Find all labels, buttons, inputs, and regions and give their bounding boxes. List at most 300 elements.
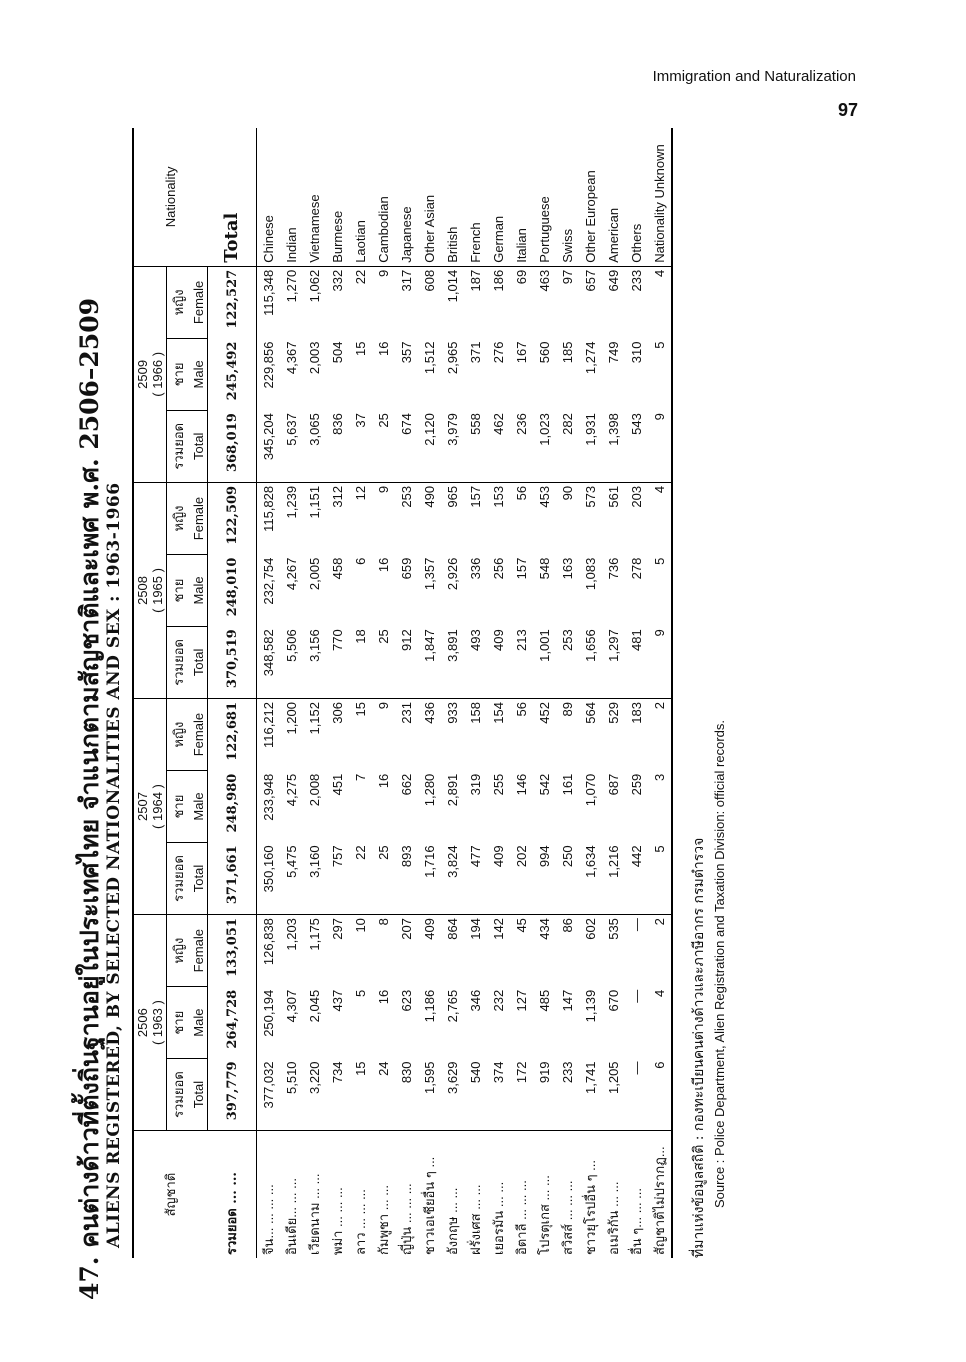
- value-cell: 126,838: [257, 915, 281, 987]
- page-number: 97: [837, 100, 858, 120]
- value-cell: 202: [510, 842, 533, 914]
- table-row: [418, 128, 441, 1258]
- value-cell: 115,828: [257, 482, 281, 554]
- value-cell: 434: [537, 918, 552, 940]
- nationality-thai-cell: สวิสส์ ... ... ...: [560, 1180, 575, 1255]
- nationality-english-cell: Other Asian: [418, 128, 441, 266]
- value-cell: 22: [353, 269, 368, 285]
- value-cell: 1,847: [418, 626, 441, 698]
- value-cell: 649: [606, 269, 621, 292]
- value-cell: 4,267: [284, 557, 299, 591]
- value-cell: 213: [510, 626, 533, 698]
- value-cell: 185: [560, 341, 575, 364]
- value-cell: 312: [330, 485, 345, 508]
- nationality-english-cell: Vietnamese: [303, 128, 326, 266]
- value-cell: 1,152: [307, 701, 322, 735]
- value-cell: 248,010: [224, 557, 240, 617]
- value-cell: 232: [491, 989, 506, 1012]
- value-cell: 232,754: [257, 555, 281, 627]
- value-cell: 2,965: [445, 341, 460, 375]
- value-cell: 659: [399, 557, 414, 580]
- value-cell: 163: [560, 557, 575, 580]
- value-cell: 183: [629, 701, 644, 724]
- value-cell: 233: [556, 1058, 579, 1130]
- table-row: [326, 128, 349, 1258]
- nationality-thai-cell: อื่น ๆ... ... ...: [629, 1187, 644, 1255]
- nationality-english-cell: Nationality Unknown: [648, 128, 672, 266]
- table-row: [487, 128, 510, 1258]
- value-cell: 231: [399, 701, 414, 724]
- value-cell: 1,200: [284, 701, 299, 735]
- value-cell: 7: [353, 773, 368, 781]
- value-cell: 1,014: [445, 269, 460, 303]
- value-cell: 133,051: [224, 918, 240, 977]
- value-cell: 297: [330, 918, 345, 940]
- value-cell: 4: [648, 482, 672, 554]
- table-row: [579, 128, 602, 1258]
- value-cell: 16: [376, 557, 391, 573]
- value-cell: 5: [648, 339, 672, 411]
- nationality-thai-cell: จีน... ... ... ...: [257, 1131, 281, 1258]
- nationality-english-cell: Portuguese: [533, 128, 556, 266]
- value-cell: 172: [510, 1058, 533, 1130]
- value-cell: 4,275: [284, 773, 299, 807]
- value-cell: 919: [533, 1058, 556, 1130]
- value-cell: 558: [464, 410, 487, 482]
- value-cell: 9: [376, 701, 391, 710]
- value-cell: 687: [606, 773, 621, 796]
- value-cell: 22: [349, 842, 372, 914]
- value-cell: 16: [376, 773, 391, 789]
- nationality-thai-cell: อังกฤษ ... ...: [445, 1187, 460, 1255]
- value-cell: 371: [468, 341, 483, 364]
- nationality-english-cell: Burmese: [326, 128, 349, 266]
- value-cell: 5: [353, 989, 368, 998]
- value-cell: 397,779: [208, 1058, 257, 1130]
- nationality-english-cell: Indian: [280, 128, 303, 266]
- value-cell: 437: [330, 989, 345, 1012]
- value-cell: 15: [353, 701, 368, 717]
- value-cell: 25: [372, 410, 395, 482]
- value-cell: 2,120: [418, 410, 441, 482]
- value-cell: 1,634: [579, 842, 602, 914]
- value-cell: 250: [556, 842, 579, 914]
- table-row-total: [208, 128, 257, 1258]
- col-nationality-en: Nationality: [133, 128, 208, 266]
- value-cell: 994: [533, 842, 556, 914]
- value-cell: 332: [330, 269, 345, 292]
- table-row: [510, 128, 533, 1258]
- value-cell: 122,527: [224, 269, 240, 329]
- value-cell: 485: [537, 989, 552, 1012]
- value-cell: 207: [399, 918, 414, 940]
- value-cell: 9: [376, 485, 391, 494]
- value-cell: 1,357: [422, 557, 437, 591]
- value-cell: 253: [556, 626, 579, 698]
- value-cell: 540: [464, 1058, 487, 1130]
- nationality-english-cell: Italian: [510, 128, 533, 266]
- value-cell: 368,019: [208, 410, 257, 482]
- value-cell: 3,979: [441, 410, 464, 482]
- value-cell: 1,741: [579, 1058, 602, 1130]
- value-cell: 9: [648, 410, 672, 482]
- sex-header-thai-row: รวมยอด ชาย หญิง รวมยอด ชาย หญิง รวมยอด ชาย หญิง รวมยอด ชาย หญิง: [167, 128, 191, 1258]
- value-cell: 350,160: [257, 842, 281, 914]
- nationality-english-cell: Chinese: [257, 128, 281, 266]
- value-cell: 2,008: [307, 773, 322, 807]
- value-cell: 203: [629, 485, 644, 508]
- rotated-table-sheet: [70, 120, 760, 1300]
- nationality-english-cell: British: [441, 128, 464, 266]
- value-cell: 25: [372, 626, 395, 698]
- nationality-thai-cell: อเมริกัน ... ...: [606, 1181, 621, 1255]
- value-cell: 529: [606, 701, 621, 724]
- nationality-english-cell: Japanese: [395, 128, 418, 266]
- table-row: [464, 128, 487, 1258]
- value-cell: 37: [349, 410, 372, 482]
- table-row: [280, 128, 303, 1258]
- value-cell: 830: [395, 1058, 418, 1130]
- value-cell: 3,160: [303, 842, 326, 914]
- value-cell: 548: [537, 557, 552, 580]
- value-cell: 250,194: [257, 987, 281, 1059]
- value-cell: 451: [330, 773, 345, 796]
- value-cell: 317: [399, 269, 414, 292]
- value-cell: 749: [606, 341, 621, 364]
- value-cell: 56: [514, 485, 529, 501]
- value-cell: 10: [353, 918, 368, 933]
- value-cell: 1,205: [602, 1058, 625, 1130]
- value-cell: 116,212: [257, 698, 281, 770]
- value-cell: 89: [560, 701, 575, 717]
- value-cell: 1,270: [284, 269, 299, 303]
- value-cell: 167: [514, 341, 529, 364]
- value-cell: 560: [537, 341, 552, 364]
- value-cell: 1,062: [307, 269, 322, 303]
- nationality-thai-cell: ชาวยุโรปอื่น ๆ ...: [583, 1160, 598, 1255]
- value-cell: 670: [606, 989, 621, 1012]
- value-cell: 1,083: [583, 557, 598, 591]
- nationality-english-cell: Laotian: [349, 128, 372, 266]
- value-cell: 436: [422, 701, 437, 724]
- value-cell: 409: [422, 918, 437, 940]
- value-cell: 3,156: [303, 626, 326, 698]
- value-cell: 256: [491, 557, 506, 580]
- value-cell: 158: [468, 701, 483, 724]
- value-cell: 306: [330, 701, 345, 724]
- value-cell: 245,492: [224, 341, 240, 401]
- nationality-english-cell: Others: [625, 128, 648, 266]
- value-cell: 248,980: [224, 773, 240, 833]
- value-cell: 3,065: [303, 410, 326, 482]
- value-cell: 236: [510, 410, 533, 482]
- value-cell: 1,001: [533, 626, 556, 698]
- value-cell: 146: [514, 773, 529, 796]
- value-cell: 25: [372, 842, 395, 914]
- value-cell: 1,274: [583, 341, 598, 375]
- value-cell: 253: [399, 485, 414, 508]
- nationality-thai-cell: ชาวเอเชียอื่น ๆ ...: [422, 1156, 437, 1255]
- value-cell: 16: [376, 341, 391, 356]
- value-cell: 3,824: [441, 842, 464, 914]
- value-cell: 893: [395, 842, 418, 914]
- value-cell: 1,716: [418, 842, 441, 914]
- value-cell: 965: [445, 485, 460, 508]
- value-cell: 377,032: [257, 1058, 281, 1130]
- value-cell: 229,856: [257, 339, 281, 411]
- table-row: [303, 128, 326, 1258]
- value-cell: 346: [468, 989, 483, 1012]
- nationality-thai-cell: ญี่ปุ่น ... ... ...: [399, 1183, 414, 1255]
- value-cell: 15: [353, 341, 368, 356]
- value-cell: 623: [399, 989, 414, 1012]
- table-row: [441, 128, 464, 1258]
- value-cell: 56: [514, 701, 529, 717]
- value-cell: 2: [648, 698, 672, 770]
- year-header-2506: 2506 ( 1963 ): [133, 915, 167, 1131]
- value-cell: 186: [491, 269, 506, 292]
- value-cell: 535: [606, 918, 621, 940]
- value-cell: 255: [491, 773, 506, 796]
- value-cell: 4: [648, 266, 672, 338]
- value-cell: 458: [330, 557, 345, 580]
- table-row: [257, 128, 281, 1258]
- value-cell: 504: [330, 341, 345, 364]
- value-cell: 154: [491, 701, 506, 724]
- value-cell: 1,398: [602, 410, 625, 482]
- value-cell: 409: [487, 842, 510, 914]
- value-cell: 452: [537, 701, 552, 724]
- table-row: [349, 128, 372, 1258]
- source-note-thai: ที่มาแห่งข้อมูลสถิติ : กองทะเบียนคนต่างด้าวและภาษีอากร กรมตำรวจ: [691, 837, 707, 1258]
- value-cell: 86: [560, 918, 575, 933]
- nationality-thai-cell: โปรตุเกส ... ...: [537, 1175, 552, 1255]
- value-cell: 161: [560, 773, 575, 796]
- table-row: [533, 128, 556, 1258]
- table-title-english: ALIENS REGISTERED, BY SELECTED NATIONALITIES AND SEX : 1963-1966: [104, 482, 124, 1248]
- table-row: [556, 128, 579, 1258]
- value-cell: 115,348: [257, 266, 281, 338]
- value-cell: 1,151: [307, 485, 322, 519]
- value-cell: 90: [560, 485, 575, 501]
- value-cell: 453: [537, 485, 552, 508]
- value-cell: 157: [514, 557, 529, 580]
- year-header-2509: 2509 ( 1966 ): [133, 266, 167, 482]
- value-cell: 442: [625, 842, 648, 914]
- value-cell: 15: [349, 1058, 372, 1130]
- value-cell: 278: [629, 557, 644, 580]
- value-cell: 5,637: [280, 410, 303, 482]
- nationality-english-cell: Swiss: [556, 128, 579, 266]
- nationality-english-cell: French: [464, 128, 487, 266]
- value-cell: 662: [399, 773, 414, 796]
- value-cell: 481: [625, 626, 648, 698]
- value-cell: 5: [648, 555, 672, 627]
- value-cell: 1,070: [583, 773, 598, 807]
- aliens-table: [132, 128, 673, 1258]
- value-cell: 357: [399, 341, 414, 364]
- value-cell: 142: [491, 918, 506, 940]
- value-cell: 122,681: [224, 701, 240, 761]
- value-cell: 1,931: [579, 410, 602, 482]
- value-cell: 264,728: [224, 989, 240, 1049]
- value-cell: 45: [514, 918, 529, 933]
- value-cell: 564: [583, 701, 598, 724]
- value-cell: 282: [556, 410, 579, 482]
- value-cell: 2,003: [307, 341, 322, 375]
- value-cell: 319: [468, 773, 483, 796]
- value-cell: 462: [487, 410, 510, 482]
- value-cell: 3,220: [303, 1058, 326, 1130]
- value-cell: 310: [629, 341, 644, 364]
- value-cell: 18: [349, 626, 372, 698]
- value-cell: 233: [629, 269, 644, 292]
- value-cell: 1,656: [579, 626, 602, 698]
- nationality-thai-cell: พม่า ... ... ...: [330, 1187, 345, 1255]
- nationality-english-cell: German: [487, 128, 510, 266]
- value-cell: 657: [583, 269, 598, 292]
- nationality-thai-cell: เยอรมัน ... ...: [491, 1181, 506, 1255]
- value-cell: 4,307: [284, 989, 299, 1023]
- nationality-thai-cell: ฝรั่งเศส ... ...: [468, 1184, 483, 1255]
- nationality-english-cell: American: [602, 128, 625, 266]
- value-cell: 1,203: [284, 918, 299, 951]
- value-cell: 5,506: [280, 626, 303, 698]
- value-cell: 276: [491, 341, 506, 364]
- value-cell: 4,367: [284, 341, 299, 375]
- value-cell: 370,519: [208, 626, 257, 698]
- nationality-english-cell: Other European: [579, 128, 602, 266]
- value-cell: 608: [422, 269, 437, 292]
- nationality-thai-cell: อินเดีย... ... ...: [284, 1178, 299, 1255]
- table-row: [395, 128, 418, 1258]
- value-cell: 5,475: [280, 842, 303, 914]
- value-cell: 6: [648, 1058, 672, 1130]
- value-cell: 8: [376, 918, 391, 926]
- value-cell: 157: [468, 485, 483, 508]
- year-header-2508: 2508 ( 1965 ): [133, 482, 167, 698]
- value-cell: 2,045: [307, 989, 322, 1023]
- value-cell: 3,891: [441, 626, 464, 698]
- value-cell: 122,509: [224, 485, 240, 545]
- value-cell: 493: [464, 626, 487, 698]
- value-cell: 490: [422, 485, 437, 508]
- value-cell: 1,297: [602, 626, 625, 698]
- value-cell: 736: [606, 557, 621, 580]
- nationality-english-cell: Cambodian: [372, 128, 395, 266]
- value-cell: 147: [560, 989, 575, 1012]
- value-cell: 336: [468, 557, 483, 580]
- value-cell: 187: [468, 269, 483, 292]
- value-cell: 2,926: [445, 557, 460, 591]
- value-cell: 16: [376, 989, 391, 1005]
- value-cell: 757: [326, 842, 349, 914]
- source-note-english: Source : Police Department, Alien Registration and Taxation Division: official records.: [712, 720, 727, 1208]
- value-cell: 9: [648, 626, 672, 698]
- value-cell: 153: [491, 485, 506, 508]
- table-row: [625, 128, 648, 1258]
- value-cell: 1,139: [583, 989, 598, 1023]
- value-cell: 69: [514, 269, 529, 285]
- value-cell: 1,595: [418, 1058, 441, 1130]
- value-cell: 561: [606, 485, 621, 508]
- running-header: Immigration and Naturalization: [652, 68, 856, 85]
- value-cell: 912: [395, 626, 418, 698]
- value-cell: 6: [353, 557, 368, 565]
- value-cell: 24: [372, 1058, 395, 1130]
- value-cell: 543: [625, 410, 648, 482]
- value-cell: 345,204: [257, 410, 281, 482]
- value-cell: 4: [648, 987, 672, 1059]
- nationality-thai-cell: ลาว ... ... ...: [353, 1189, 368, 1255]
- value-cell: 734: [326, 1058, 349, 1130]
- value-cell: 864: [445, 918, 460, 940]
- value-cell: 2,005: [307, 557, 322, 591]
- value-cell: 3: [648, 771, 672, 843]
- value-cell: 1,175: [307, 918, 322, 951]
- value-cell: 259: [629, 773, 644, 796]
- value-cell: 374: [487, 1058, 510, 1130]
- value-cell: 1,216: [602, 842, 625, 914]
- value-cell: 97: [560, 269, 575, 285]
- year-header-2507: 2507 ( 1964 ): [133, 698, 167, 914]
- nationality-thai-cell: เวียดนาม ... ...: [307, 1173, 322, 1255]
- value-cell: 2,765: [445, 989, 460, 1023]
- value-cell: 573: [583, 485, 598, 508]
- value-cell: —: [629, 918, 644, 932]
- value-cell: 542: [537, 773, 552, 796]
- value-cell: 348,582: [257, 626, 281, 698]
- nationality-thai-cell: สัญชาติไม่ปรากฏ...: [648, 1131, 672, 1258]
- nationality-thai-cell: อิตาลี ... ... ...: [514, 1180, 529, 1255]
- value-cell: 2,891: [445, 773, 460, 807]
- value-cell: 1,023: [533, 410, 556, 482]
- value-cell: 1,280: [422, 773, 437, 807]
- nationality-english-cell: Total: [208, 128, 257, 266]
- value-cell: 463: [537, 269, 552, 292]
- value-cell: —: [625, 1058, 648, 1130]
- value-cell: 770: [326, 626, 349, 698]
- value-cell: 5,510: [280, 1058, 303, 1130]
- value-cell: 127: [514, 989, 529, 1012]
- value-cell: 194: [468, 918, 483, 940]
- col-nationality-th: สัญชาติ: [133, 1131, 208, 1258]
- table-row: [372, 128, 395, 1258]
- value-cell: 836: [326, 410, 349, 482]
- table-body: [208, 128, 673, 1258]
- value-cell: 5: [648, 842, 672, 914]
- table-row: [648, 128, 672, 1258]
- value-cell: 12: [353, 485, 368, 501]
- table-title-thai: 47. คนต่างด้าวที่ตั้งถิ่นฐานอยู่ในประเทศไทย จำแนกตามสัญชาติและเพศ พ.ศ. 2506–2509: [75, 297, 104, 1300]
- value-cell: 602: [583, 918, 598, 940]
- value-cell: 371,661: [208, 842, 257, 914]
- value-cell: 233,948: [257, 771, 281, 843]
- value-cell: 1,512: [422, 341, 437, 375]
- value-cell: 3,629: [441, 1058, 464, 1130]
- nationality-thai-cell: รวมยอด ... ...: [225, 1172, 241, 1255]
- value-cell: 1,239: [284, 485, 299, 519]
- value-cell: 933: [445, 701, 460, 724]
- nationality-thai-cell: กัมพูชา ... ...: [376, 1184, 391, 1255]
- value-cell: 674: [395, 410, 418, 482]
- value-cell: 409: [487, 626, 510, 698]
- table-row: [602, 128, 625, 1258]
- value-cell: 477: [464, 842, 487, 914]
- sex-header-english-row: Total Male Female Total Male Female Total Male Female Total Male Female: [190, 128, 208, 1258]
- value-cell: —: [629, 989, 644, 1003]
- value-cell: 9: [376, 269, 391, 278]
